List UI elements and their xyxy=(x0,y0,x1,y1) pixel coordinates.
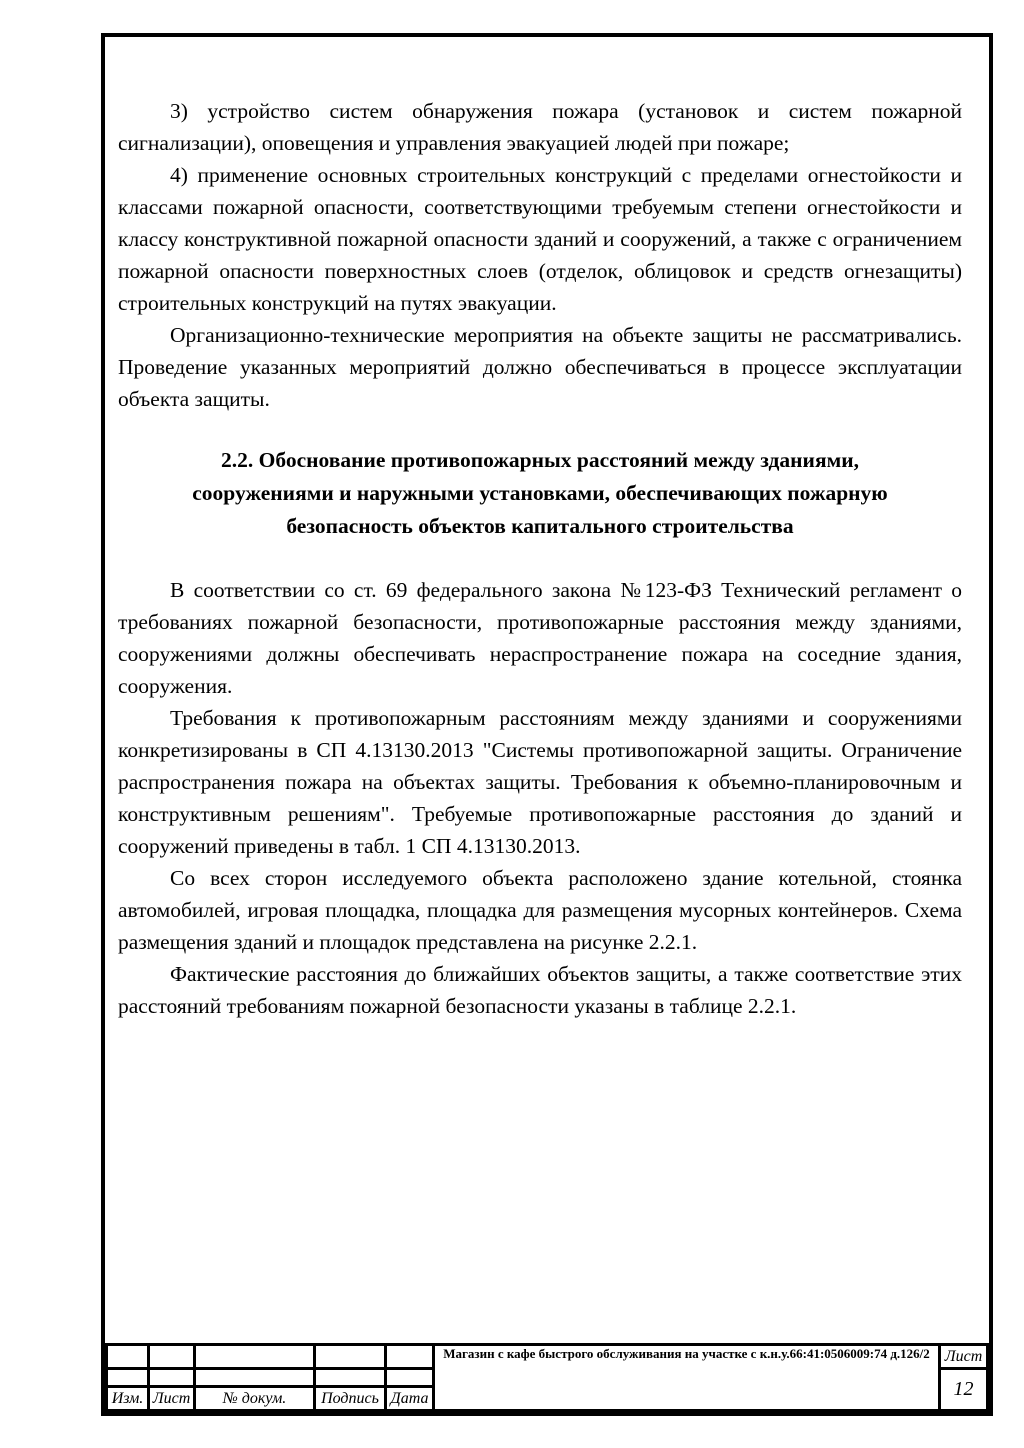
title-block-label-dokum: № докум. xyxy=(195,1387,315,1411)
page-content xyxy=(118,95,962,1022)
title-block-empty-cell xyxy=(195,1369,315,1387)
title-block-label-izm: Изм. xyxy=(107,1387,149,1411)
title-block-empty-cell xyxy=(315,1345,386,1369)
paragraph-item-4: 4) применение основных строительных конструкций с пределами огнестойкости и классами пожарной опасности, соответствующими требуемым степени огнестойкости и классу конструктивной пожарной опасности зданий и сооружений, а также с ограничением пожарной опасности поверхностных слоев (отделок, облицовок и средств огнезащиты) строительных конструкций на путях эвакуации. xyxy=(118,163,962,315)
title-block-empty-cell xyxy=(386,1345,434,1369)
paragraph-sp-41313: Требования к противопожарным расстояниям между зданиями и сооружениями конкретизированы в СП 4.13130.2013 "Системы противопожарной защиты. Ограничение распространения пожара на объектах защиты. Требования к объемно-планировочным и конструктивным решениям". Требуемые противопожарные расстояния до зданий и сооружений приведены в табл. 1 СП 4.13130.2013. xyxy=(118,706,962,858)
title-block-label-podpis: Подпись xyxy=(315,1387,386,1411)
sheet-label: Лист xyxy=(940,1345,988,1369)
title-block xyxy=(105,1343,989,1412)
sheet-number: 12 xyxy=(940,1369,988,1411)
title-block-empty-cell xyxy=(149,1345,195,1369)
title-block-label-data: Дата xyxy=(386,1387,434,1411)
title-block-empty-cell xyxy=(195,1345,315,1369)
title-block-empty-cell xyxy=(149,1369,195,1387)
paragraph-item-3: 3) устройство систем обнаружения пожара (установок и систем пожарной сигнализации), оповещения и управления эвакуацией людей при пожаре; xyxy=(118,99,962,155)
project-title: Магазин с кафе быстрого обслуживания на участке с к.н.у.66:41:0506009:74 д.126/2 xyxy=(434,1345,940,1411)
title-block-empty-cell xyxy=(386,1369,434,1387)
title-block-empty-cell xyxy=(107,1345,149,1369)
page-frame xyxy=(101,33,993,1416)
paragraph-law-123: В соответствии со ст. 69 федерального закона №123-ФЗ Технический регламент о требованиях пожарной безопасности, противопожарные расстояния между зданиями, сооружениями должны обеспечивать нераспространение пожара на соседние здания, сооружения. xyxy=(118,578,962,698)
paragraph-surroundings: Со всех сторон исследуемого объекта расположено здание котельной, стоянка автомобилей, игровая площадка, площадка для размещения мусорных контейнеров. Схема размещения зданий и площадок представлена на рисунке 2.2.1. xyxy=(118,866,962,954)
title-block-empty-cell xyxy=(315,1369,386,1387)
title-block-label-list: Лист xyxy=(149,1387,195,1411)
section-heading: 2.2. Обоснование противопожарных расстояний между зданиями, сооружениями и наружными установками, обеспечивающих пожарную безопасность объектов капитального строительства xyxy=(192,448,888,538)
paragraph-org-tech: Организационно-технические мероприятия на объекте защиты не рассматривались. Проведение указанных мероприятий должно обеспечиваться в процессе эксплуатации объекта защиты. xyxy=(118,323,962,411)
paragraph-actual-distances: Фактические расстояния до ближайших объектов защиты, а также соответствие этих расстояний требованиям пожарной безопасности указаны в таблице 2.2.1. xyxy=(118,962,962,1018)
title-block-empty-cell xyxy=(107,1369,149,1387)
